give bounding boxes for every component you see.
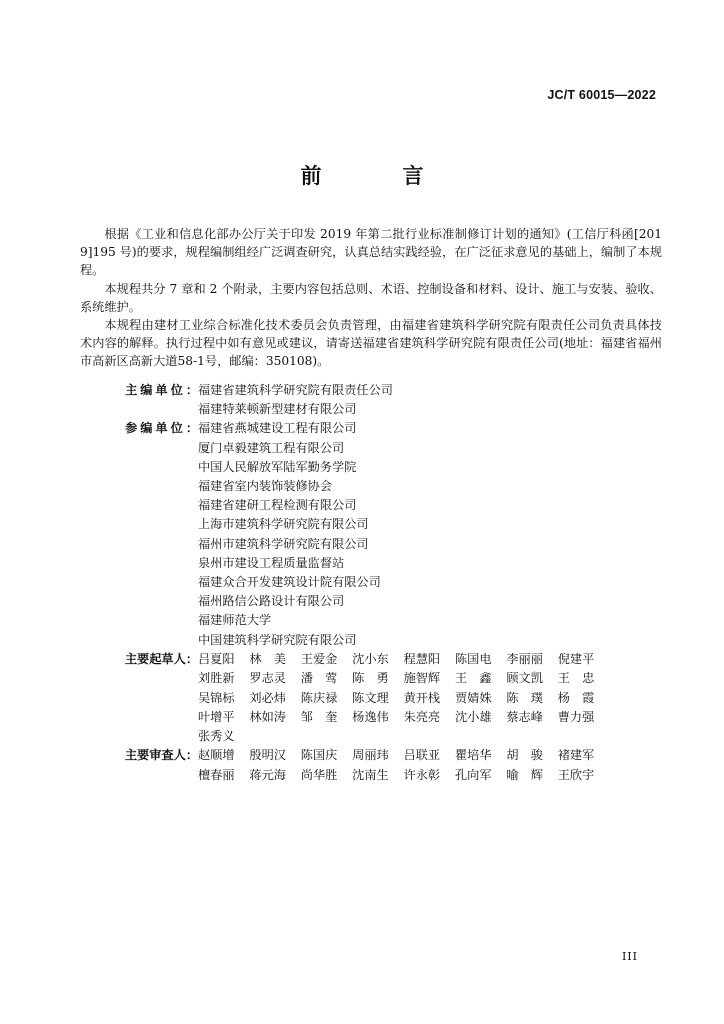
chief-units-row	[80, 381, 670, 419]
drafter-name: 叶增平	[198, 709, 235, 724]
drafter-name: 程慧阳	[403, 652, 441, 666]
drafters-grid	[198, 650, 609, 746]
preface-paragraph: 根据《工业和信息化部办公厅关于印发 2019 年第二批行业标准制修订计划的通知》(工信厅科函[2019]195 号)的要求，规程编制组经广泛调查研究，认真总结实践经验，在广泛征求意见的基础上，编制了本规程。	[80, 227, 662, 278]
chief-unit-item: 福建特莱顿新型建材有限公司	[198, 402, 357, 417]
participating-unit-item: 福建省建研工程检测有限公司	[198, 498, 357, 513]
drafter-name: 李丽丽	[506, 652, 543, 666]
reviewer-name: 瞿培华	[454, 748, 492, 763]
drafter-name: 杨逸伟	[352, 709, 389, 724]
reviewers-grid	[198, 746, 609, 785]
reviewer-name: 赵顺增	[198, 748, 235, 763]
reviewer-name: 孔向军	[454, 767, 492, 782]
reviewer-name: 王欣宇	[557, 767, 595, 782]
participating-unit-item: 福建省燕城建设工程有限公司	[198, 421, 357, 436]
people-section	[80, 650, 680, 785]
participating-unit-item: 福建众合开发建筑设计院有限公司	[198, 575, 381, 590]
participating-unit-item: 中国建筑科学研究院有限公司	[198, 632, 357, 647]
drafter-name: 王 鑫	[454, 671, 492, 686]
drafter-name: 林如涛	[249, 709, 286, 724]
participating-unit-item: 上海市建筑科学研究院有限公司	[198, 517, 369, 532]
chief-units-label: 主编单位：	[125, 383, 198, 397]
participating-units-row	[80, 419, 670, 649]
drafter-name: 陈庆禄	[300, 690, 338, 705]
drafter-name: 黄开栈	[403, 690, 441, 705]
drafter-name: 沈小东	[352, 652, 389, 666]
reviewer-name: 喻 辉	[506, 767, 543, 782]
drafter-name: 邹 奎	[300, 709, 338, 724]
reviewer-name: 许永彰	[403, 767, 441, 782]
drafter-name: 张秀义	[198, 729, 235, 744]
drafter-name: 沈小雄	[454, 709, 492, 724]
participating-units-label: 参编单位：	[125, 421, 198, 436]
participating-unit-item: 福州市建筑科学研究院有限公司	[198, 536, 369, 551]
participating-units-list	[198, 419, 381, 649]
drafter-name: 顾文凯	[506, 671, 543, 686]
drafter-name: 陈 璞	[506, 690, 543, 705]
drafters-row	[80, 650, 680, 746]
drafter-name: 王 忠	[557, 671, 595, 686]
reviewer-name: 吕联亚	[403, 748, 441, 763]
drafter-name: 贾婧姝	[454, 690, 492, 705]
preface-paragraph: 本规程共分 7 章和 2 个附录，主要内容包括总则、术语、控制设备和材料、设计、施工与安装、验收、系统维护。	[80, 281, 662, 314]
standard-code: JC/T 60015—2022	[547, 88, 656, 102]
drafter-name: 曹力强	[557, 709, 595, 724]
participating-unit-item: 福州路信公路设计有限公司	[198, 594, 345, 609]
drafter-name: 朱亮亮	[403, 709, 441, 724]
drafter-name: 杨 霞	[557, 690, 595, 705]
participating-unit-item: 中国人民解放军陆军勤务学院	[198, 459, 357, 474]
preface-paragraph: 本规程由建材工业综合标准化技术委员会负责管理，由福建省建筑科学研究院有限责任公司负责具体技术内容的解释。执行过程中如有意见或建议，请寄送福建省建筑科学研究院有限责任公司(地址：福建省福州市高新区高新大道58-1号，邮编：350108)。	[80, 318, 662, 369]
reviewer-name: 陈国庆	[300, 748, 338, 763]
participating-unit-item: 福建省室内装饰装修协会	[198, 479, 333, 494]
units-section	[80, 381, 670, 650]
page-number: III	[621, 950, 638, 963]
reviewer-name: 胡 骏	[506, 748, 543, 763]
chief-unit-item: 福建省建筑科学研究院有限责任公司	[198, 383, 393, 397]
drafter-name: 倪建平	[557, 652, 595, 666]
reviewer-name: 褚建军	[557, 748, 595, 763]
preface-body	[80, 225, 662, 371]
drafter-name: 蔡志峰	[506, 709, 543, 724]
drafter-name: 刘必炜	[249, 690, 286, 705]
drafter-name: 刘胜新	[198, 671, 235, 686]
reviewers-label: 主要审查人：	[124, 748, 198, 763]
drafter-name: 林 美	[249, 652, 286, 666]
drafter-name: 吴锦标	[198, 690, 235, 705]
participating-unit-item: 泉州市建设工程质量监督站	[198, 555, 345, 570]
page-title: 前 言	[300, 164, 454, 188]
drafter-name: 陈 勇	[352, 671, 389, 686]
participating-unit-item: 厦门卓毅建筑工程有限公司	[198, 440, 345, 455]
reviewer-name: 沈南生	[352, 767, 389, 782]
drafter-name: 潘 莺	[300, 671, 338, 686]
participating-unit-item: 福建师范大学	[198, 613, 272, 628]
reviewer-name: 尚华胜	[300, 767, 338, 782]
reviewer-name: 蒋元海	[249, 767, 286, 782]
drafter-name: 陈国电	[454, 652, 492, 666]
drafter-name: 施智辉	[403, 671, 441, 686]
drafter-name: 吕夏阳	[198, 652, 235, 666]
drafter-name: 陈文理	[352, 690, 389, 705]
drafters-label: 主要起草人：	[124, 652, 198, 666]
reviewer-name: 周丽玮	[352, 748, 389, 763]
drafter-name: 王爱金	[300, 652, 338, 666]
reviewer-name: 殷明汉	[249, 748, 286, 763]
drafter-name: 罗志灵	[249, 671, 286, 686]
reviewers-row	[80, 746, 680, 785]
chief-units-list	[198, 381, 393, 419]
reviewer-name: 檀春丽	[198, 767, 235, 782]
